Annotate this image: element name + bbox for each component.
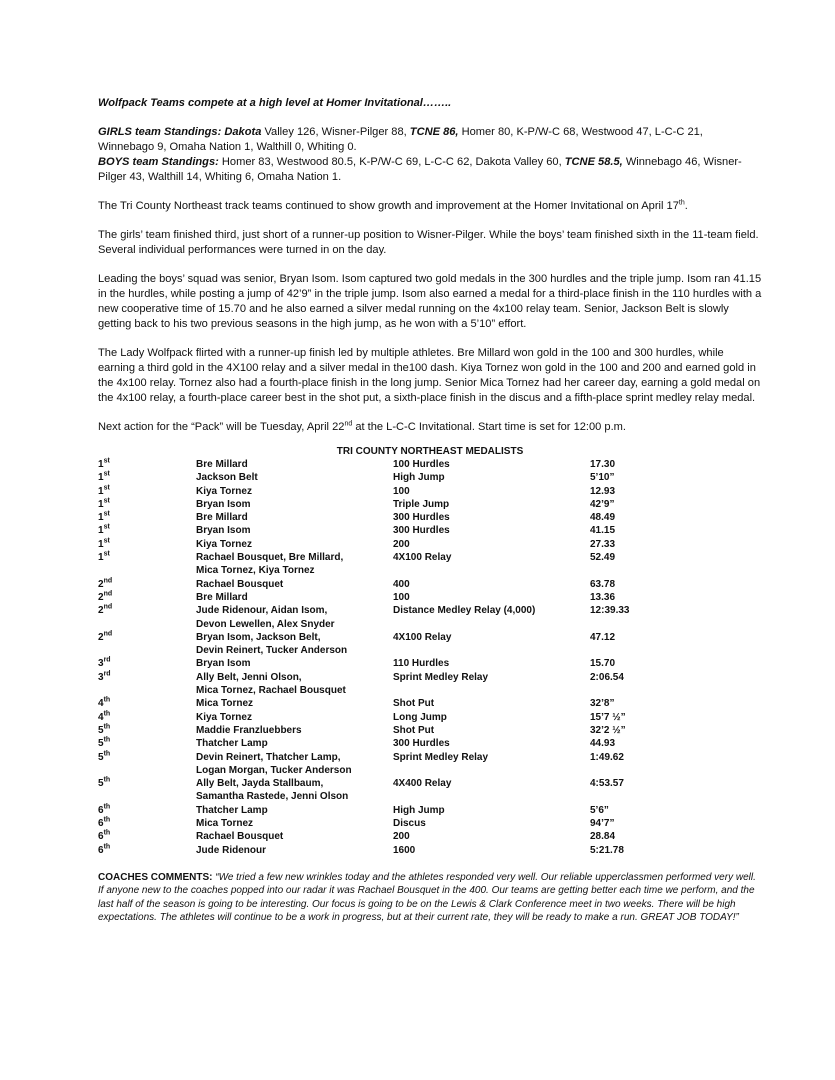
event-cell: Sprint Medley Relay	[393, 671, 489, 683]
place-cell	[98, 511, 196, 524]
athlete-name: Mica Tornez	[196, 818, 254, 830]
place-cell	[98, 804, 196, 817]
athlete-cell	[196, 751, 393, 778]
place-number: 1	[98, 538, 104, 550]
mark-cell: 32’2 ½”	[590, 724, 626, 736]
place-number: 2	[98, 591, 104, 603]
mark-cell: 17.30	[590, 459, 616, 470]
athlete-name: Mica Tornez	[196, 698, 254, 710]
medalists-table	[98, 458, 762, 857]
athlete-cell	[196, 737, 393, 750]
event-cell: 4X100 Relay	[393, 631, 452, 643]
mark-cell: 5’6”	[590, 804, 609, 816]
athlete-cell	[196, 711, 393, 724]
athlete-name-line-2: Samantha Rastede, Jenni Olson	[196, 791, 349, 803]
athlete-name: Bre Millard	[196, 591, 248, 603]
place-suffix: st	[103, 550, 110, 558]
team-results-paragraph: The girls’ team finished third, just short of a runner-up position to Wisner-Pilger. While the boys’ team finished sixth in the 11-team field. Several individual performances were turned in on the day.	[98, 229, 759, 256]
place-number: 5	[98, 751, 104, 763]
mark-cell: 1:49.62	[590, 751, 624, 763]
event-cell: 300 Hurdles	[393, 512, 450, 524]
place-suffix: th	[103, 776, 111, 784]
mark-cell: 48.49	[590, 512, 616, 524]
athlete-name: Ally Belt, Jayda Stallbaum,	[196, 778, 324, 790]
boys-standings-tcne: TCNE 58.5,	[564, 156, 623, 168]
mark-cell: 15.70	[590, 658, 616, 670]
table-row	[98, 591, 762, 604]
athlete-cell	[196, 471, 393, 484]
place-cell	[98, 777, 196, 804]
event-cell: Sprint Medley Relay	[393, 751, 489, 763]
mark-cell: 47.12	[590, 631, 616, 643]
place-number: 3	[98, 658, 104, 670]
athlete-name: Bre Millard	[196, 459, 248, 470]
athlete-name: Bre Millard	[196, 512, 248, 524]
athlete-cell	[196, 551, 393, 578]
athlete-cell	[196, 578, 393, 591]
place-number: 1	[98, 512, 104, 524]
place-suffix: st	[103, 457, 110, 465]
place-suffix: th	[103, 803, 111, 811]
event-cell: 300 Hurdles	[393, 525, 450, 537]
boys-standings-text-2: Winnebago 46, Wisner-Pilger 43, Walthill 14, Whiting 6, Omaha Nation 1.	[98, 156, 742, 183]
place-number: 1	[98, 552, 104, 564]
girls-standings-lead: Dakota	[224, 126, 262, 138]
place-suffix: st	[103, 537, 110, 545]
place-number: 5	[98, 724, 104, 736]
athlete-cell	[196, 631, 393, 658]
girls-recap-paragraph: The Lady Wolfpack flirted with a runner-up finish led by multiple athletes. Bre Millard won gold in the 100 and 300 hurdles, while earning a third gold in the 4X100 relay and a silver medal in the100 dash. Kiya Tornez won gold in the 100 and 200 and earned gold in the 4x100 relay. Tornez also had a fourth-place finish in the long jump. Senior Mica Tornez had her career day, earning a gold medal on the 4x100 relay, a fourth-place career best in the shot put, a sixth-place finish in the discus and a fifth-place sprint medley relay medal.	[98, 347, 761, 404]
coaches-comments	[98, 871, 762, 925]
place-cell	[98, 817, 196, 830]
event-cell: 200	[393, 538, 410, 550]
mark-cell: 12.93	[590, 485, 616, 497]
athlete-name: Bryan Isom	[196, 498, 251, 510]
athlete-name-line-2: Logan Morgan, Tucker Anderson	[196, 764, 352, 776]
athlete-cell	[196, 830, 393, 843]
event-cell: 200	[393, 831, 410, 843]
place-suffix: nd	[103, 630, 113, 638]
table-row	[98, 538, 762, 551]
table-row	[98, 751, 762, 778]
place-suffix: rd	[103, 670, 111, 678]
table-row	[98, 724, 762, 737]
athlete-name: Jude Ridenour, Aidan Isom,	[196, 605, 328, 617]
mark-cell: 2:06.54	[590, 671, 624, 683]
table-row	[98, 524, 762, 537]
mark-cell: 4:53.57	[590, 778, 624, 790]
mark-cell: 13.36	[590, 591, 616, 603]
mark-cell: 41.15	[590, 525, 616, 537]
place-number: 3	[98, 671, 104, 683]
place-cell	[98, 538, 196, 551]
athlete-cell	[196, 524, 393, 537]
table-row	[98, 458, 762, 471]
event-cell: 4X100 Relay	[393, 552, 452, 564]
table-row	[98, 471, 762, 484]
table-row	[98, 697, 762, 710]
medalists-title: TRI COUNTY NORTHEAST MEDALISTS	[336, 446, 524, 457]
table-row	[98, 817, 762, 830]
athlete-name: Bryan Isom, Jackson Belt,	[196, 631, 321, 643]
athlete-cell	[196, 591, 393, 604]
athlete-cell	[196, 538, 393, 551]
mark-cell: 42’9”	[590, 498, 615, 510]
place-suffix: th	[103, 816, 111, 824]
athlete-name: Thatcher Lamp	[196, 804, 268, 816]
place-cell	[98, 711, 196, 724]
place-number: 5	[98, 778, 104, 790]
mark-cell: 12:39.33	[590, 605, 630, 617]
place-cell	[98, 631, 196, 658]
mark-cell: 52.49	[590, 552, 616, 564]
athlete-name-line-2: Devon Lewellen, Alex Snyder	[196, 618, 335, 630]
event-cell: High Jump	[393, 472, 445, 484]
athlete-cell	[196, 498, 393, 511]
mark-cell: 28.84	[590, 831, 616, 843]
table-row	[98, 511, 762, 524]
table-row	[98, 498, 762, 511]
athlete-name: Bryan Isom	[196, 525, 251, 537]
place-cell	[98, 657, 196, 670]
place-cell	[98, 844, 196, 857]
athlete-name-line-2: Mica Tornez, Kiya Tornez	[196, 565, 315, 577]
place-number: 2	[98, 605, 104, 617]
place-suffix: st	[103, 524, 110, 532]
mark-cell: 44.93	[590, 738, 616, 750]
event-cell: 1600	[393, 844, 416, 856]
table-row	[98, 604, 762, 631]
next-text: Next action for the “Pack” will be Tuesday, April 22	[98, 421, 345, 433]
athlete-name: Thatcher Lamp	[196, 738, 268, 750]
table-row	[98, 844, 762, 857]
place-cell	[98, 697, 196, 710]
place-suffix: nd	[103, 590, 113, 598]
athlete-cell	[196, 671, 393, 698]
athlete-name: Kiya Tornez	[196, 485, 252, 497]
table-row	[98, 551, 762, 578]
athlete-cell	[196, 804, 393, 817]
event-cell: 300 Hurdles	[393, 738, 450, 750]
athlete-name: Ally Belt, Jenni Olson,	[196, 671, 302, 683]
place-suffix: nd	[103, 603, 113, 611]
athlete-cell	[196, 697, 393, 710]
place-cell	[98, 724, 196, 737]
place-number: 1	[98, 525, 104, 537]
girls-standings-tcne: TCNE 86,	[409, 126, 459, 138]
boys-standings	[98, 155, 762, 185]
place-cell	[98, 524, 196, 537]
place-cell	[98, 751, 196, 778]
table-row	[98, 777, 762, 804]
place-cell	[98, 604, 196, 631]
table-row	[98, 804, 762, 817]
athlete-cell	[196, 844, 393, 857]
place-cell	[98, 737, 196, 750]
place-suffix: th	[103, 843, 111, 851]
boys-standings-label: BOYS team Standings:	[98, 156, 219, 168]
girls-standings-text-2: Homer 80, K-P/W-C 68, Westwood 47, L-C-C 21, Winnebago 9, Omaha Nation 1, Walthill 0, Whiting 0.	[98, 126, 703, 153]
event-cell: 100 Hurdles	[393, 459, 450, 470]
athlete-name: Kiya Tornez	[196, 538, 252, 550]
table-row	[98, 657, 762, 670]
place-suffix: th	[103, 829, 111, 837]
mark-cell: 15’7 ½”	[590, 711, 626, 723]
event-cell: 100	[393, 591, 410, 603]
place-cell	[98, 498, 196, 511]
place-cell	[98, 471, 196, 484]
athlete-name: Bryan Isom	[196, 658, 251, 670]
place-number: 4	[98, 711, 104, 723]
place-cell	[98, 578, 196, 591]
athlete-name: Jackson Belt	[196, 472, 258, 484]
event-cell: 4X400 Relay	[393, 778, 452, 790]
athlete-name: Jude Ridenour	[196, 844, 267, 856]
intro-sup: th	[678, 199, 685, 207]
event-cell: 100	[393, 485, 410, 497]
document-page	[98, 96, 762, 935]
athlete-name-line-2: Devin Reinert, Tucker Anderson	[196, 645, 348, 657]
table-row	[98, 485, 762, 498]
athlete-cell	[196, 458, 393, 471]
coaches-comments-label: COACHES COMMENTS:	[98, 871, 213, 883]
next-end: at the L-C-C Invitational. Start time is set for 12:00 p.m.	[352, 421, 626, 433]
next-action-paragraph	[98, 420, 762, 435]
table-row	[98, 631, 762, 658]
team-standings	[98, 125, 762, 185]
table-row	[98, 671, 762, 698]
intro-end: .	[684, 200, 688, 212]
mark-cell: 94’7”	[590, 818, 615, 830]
place-suffix: st	[103, 470, 110, 478]
athlete-cell	[196, 657, 393, 670]
place-suffix: th	[103, 697, 111, 705]
intro-paragraph	[98, 199, 762, 214]
girls-standings	[98, 125, 762, 155]
place-number: 5	[98, 738, 104, 750]
place-cell	[98, 591, 196, 604]
place-number: 6	[98, 804, 104, 816]
event-cell: 110 Hurdles	[393, 658, 450, 670]
mark-cell: 32’8”	[590, 698, 615, 710]
place-suffix: th	[103, 750, 111, 758]
place-suffix: th	[103, 723, 111, 731]
mark-cell: 63.78	[590, 578, 616, 590]
event-cell: Shot Put	[393, 698, 435, 710]
mark-cell: 5’10”	[590, 472, 615, 484]
table-row	[98, 737, 762, 750]
place-cell	[98, 830, 196, 843]
table-row	[98, 578, 762, 591]
event-cell: High Jump	[393, 804, 445, 816]
mark-cell: 5:21.78	[590, 844, 624, 856]
athlete-cell	[196, 485, 393, 498]
place-suffix: nd	[103, 577, 113, 585]
event-cell: Triple Jump	[393, 498, 450, 510]
event-cell: 400	[393, 578, 410, 590]
place-suffix: st	[103, 510, 110, 518]
athlete-cell	[196, 511, 393, 524]
event-cell: Discus	[393, 818, 426, 830]
athlete-cell	[196, 604, 393, 631]
place-number: 1	[98, 459, 104, 470]
place-suffix: st	[103, 484, 110, 492]
place-number: 1	[98, 485, 104, 497]
boys-recap-paragraph: Leading the boys’ squad was senior, Bryan Isom. Isom captured two gold medals in the 300 hurdles and the triple jump. Isom ran 41.15 in the hurdles, while posting a jump of 42’9” in the triple jump. Isom also earned a medal for a third-place finish in the 110 hurdles with a new cooperative time of 15.70 and he also earned a silver medal running on the 4x100 relay team. Senior, Jackson Belt is slowly getting back to his two previous seasons in the high jump, as he won with a 5’10” effort.	[98, 273, 762, 330]
place-cell	[98, 458, 196, 471]
headline: Wolfpack Teams compete at a high level at Homer Invitational……..	[98, 97, 452, 109]
place-number: 6	[98, 818, 104, 830]
athlete-name: Devin Reinert, Thatcher Lamp,	[196, 751, 341, 763]
athlete-cell	[196, 724, 393, 737]
athlete-cell	[196, 777, 393, 804]
event-cell: Shot Put	[393, 724, 435, 736]
athlete-name: Rachael Bousquet, Bre Millard,	[196, 552, 344, 564]
next-sup: nd	[344, 420, 353, 428]
table-row	[98, 830, 762, 843]
place-suffix: rd	[103, 657, 111, 665]
place-cell	[98, 551, 196, 578]
athlete-cell	[196, 817, 393, 830]
place-number: 6	[98, 844, 104, 856]
athlete-name: Maddie Franzluebbers	[196, 724, 302, 736]
girls-standings-label: GIRLS team Standings:	[98, 126, 222, 138]
place-number: 1	[98, 472, 104, 484]
place-number: 4	[98, 698, 104, 710]
place-cell	[98, 671, 196, 698]
athlete-name: Rachael Bousquet	[196, 578, 284, 590]
event-cell: Long Jump	[393, 711, 447, 723]
event-cell: Distance Medley Relay (4,000)	[393, 605, 536, 617]
place-number: 2	[98, 631, 104, 643]
place-suffix: th	[103, 710, 111, 718]
athlete-name: Rachael Bousquet	[196, 831, 284, 843]
place-cell	[98, 485, 196, 498]
coaches-comments-text: “We tried a few new wrinkles today and the athletes responded very well. Our reliable upperclassmen performed very well. If anyone new to the coaches popped into our radar it was Rachael Bousquet in the 400. Our teams are getting better each time we perform, and the last half of the season is going to be interesting. Our focus is going to be on the Lewis & Clark Conference meet in two weeks. There will be high expectations. The athletes will continue to be a work in progress, but at their current rate, they will be ready to make a run. GREAT JOB TODAY!”	[98, 871, 756, 924]
place-number: 1	[98, 498, 104, 510]
athlete-name: Kiya Tornez	[196, 711, 252, 723]
athlete-name-line-2: Mica Tornez, Rachael Bousquet	[196, 685, 346, 697]
place-number: 6	[98, 831, 104, 843]
intro-text: The Tri County Northeast track teams continued to show growth and improvement at the Homer Invitational on April 17	[98, 200, 679, 212]
table-row	[98, 711, 762, 724]
mark-cell: 27.33	[590, 538, 616, 550]
girls-standings-text-1: Valley 126, Wisner-Pilger 88,	[264, 126, 407, 138]
place-number: 2	[98, 578, 104, 590]
boys-standings-text-1: Homer 83, Westwood 80.5, K-P/W-C 69, L-C-C 62, Dakota Valley 60,	[221, 156, 562, 168]
place-suffix: st	[103, 497, 110, 505]
place-suffix: th	[103, 736, 111, 744]
